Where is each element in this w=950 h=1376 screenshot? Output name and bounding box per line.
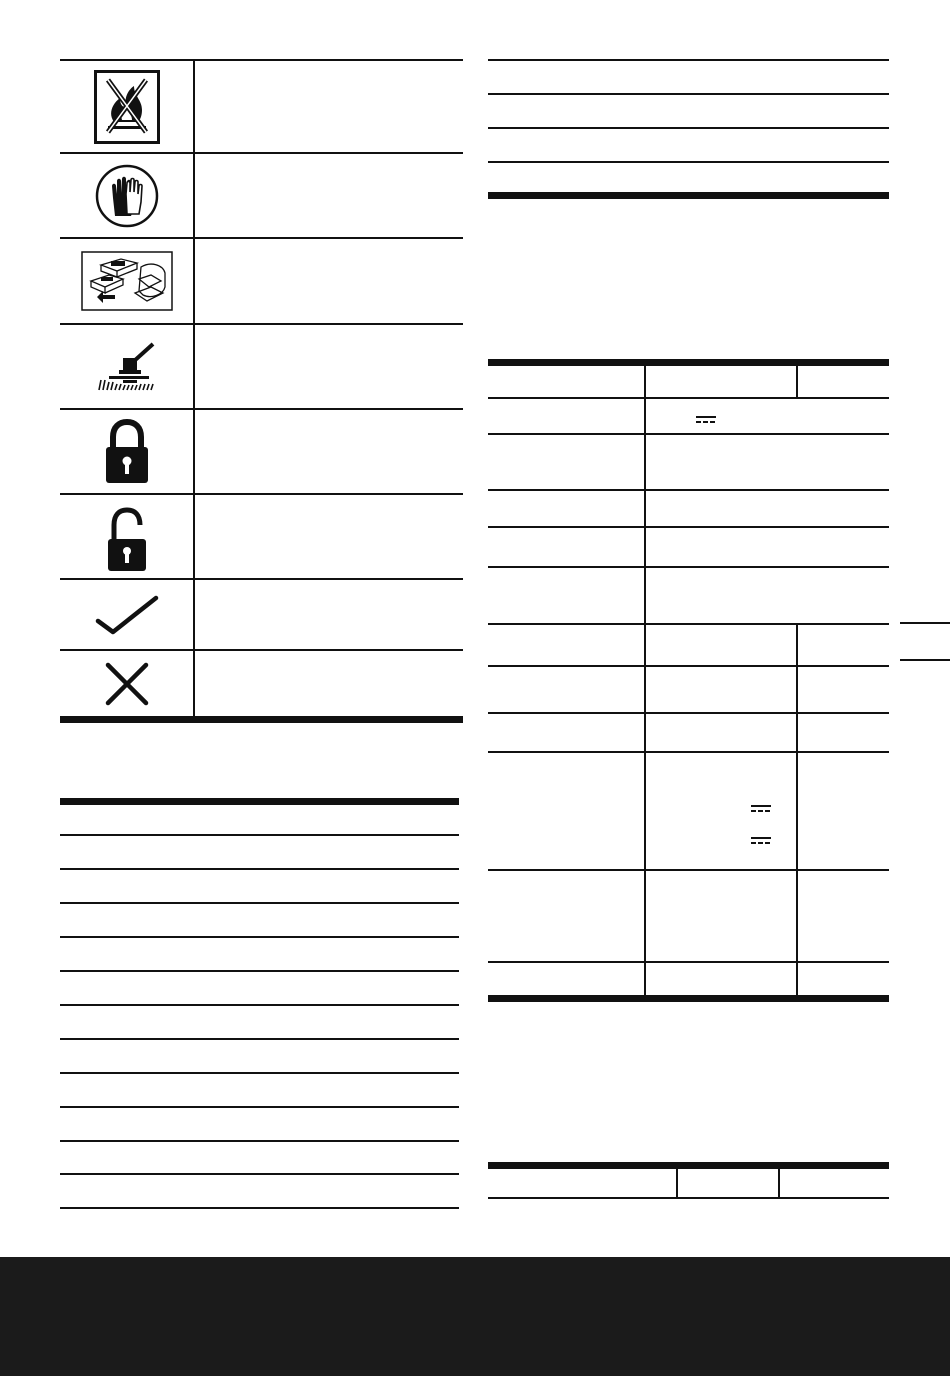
list-divider bbox=[60, 1173, 459, 1175]
list-divider bbox=[60, 936, 459, 938]
symbol-row bbox=[60, 410, 193, 493]
cutting-height-icon bbox=[95, 342, 159, 392]
list-divider bbox=[60, 834, 459, 836]
list-divider bbox=[60, 1072, 459, 1074]
list-divider bbox=[60, 970, 459, 972]
symbol-row bbox=[60, 239, 193, 323]
symbol-row bbox=[60, 495, 193, 578]
symbol-row bbox=[60, 61, 193, 152]
unlocked-padlock-icon bbox=[107, 501, 147, 573]
symbol-row bbox=[60, 580, 193, 649]
list-divider bbox=[488, 127, 889, 129]
list-divider bbox=[488, 161, 889, 163]
footer-band bbox=[0, 1257, 950, 1376]
symbol-row bbox=[60, 154, 193, 237]
no-fire-icon bbox=[94, 70, 160, 144]
list-divider bbox=[60, 1207, 459, 1209]
symbol-row bbox=[60, 651, 193, 716]
list-divider bbox=[60, 902, 459, 904]
list-divider bbox=[488, 93, 889, 95]
list-divider bbox=[60, 1004, 459, 1006]
list-divider bbox=[488, 59, 889, 61]
checkmark-icon bbox=[95, 595, 159, 635]
battery-recycle-icon bbox=[81, 251, 173, 311]
list-divider bbox=[60, 1038, 459, 1040]
dc-voltage-icon bbox=[751, 805, 771, 814]
dc-voltage-icon bbox=[696, 416, 716, 425]
cross-icon bbox=[104, 661, 150, 707]
list-divider bbox=[60, 1140, 459, 1142]
symbol-row bbox=[60, 325, 193, 408]
locked-padlock-icon bbox=[104, 419, 150, 485]
protective-gloves-icon bbox=[95, 164, 159, 228]
list-divider bbox=[60, 868, 459, 870]
list-divider bbox=[60, 1106, 459, 1108]
dc-voltage-icon bbox=[751, 837, 771, 846]
